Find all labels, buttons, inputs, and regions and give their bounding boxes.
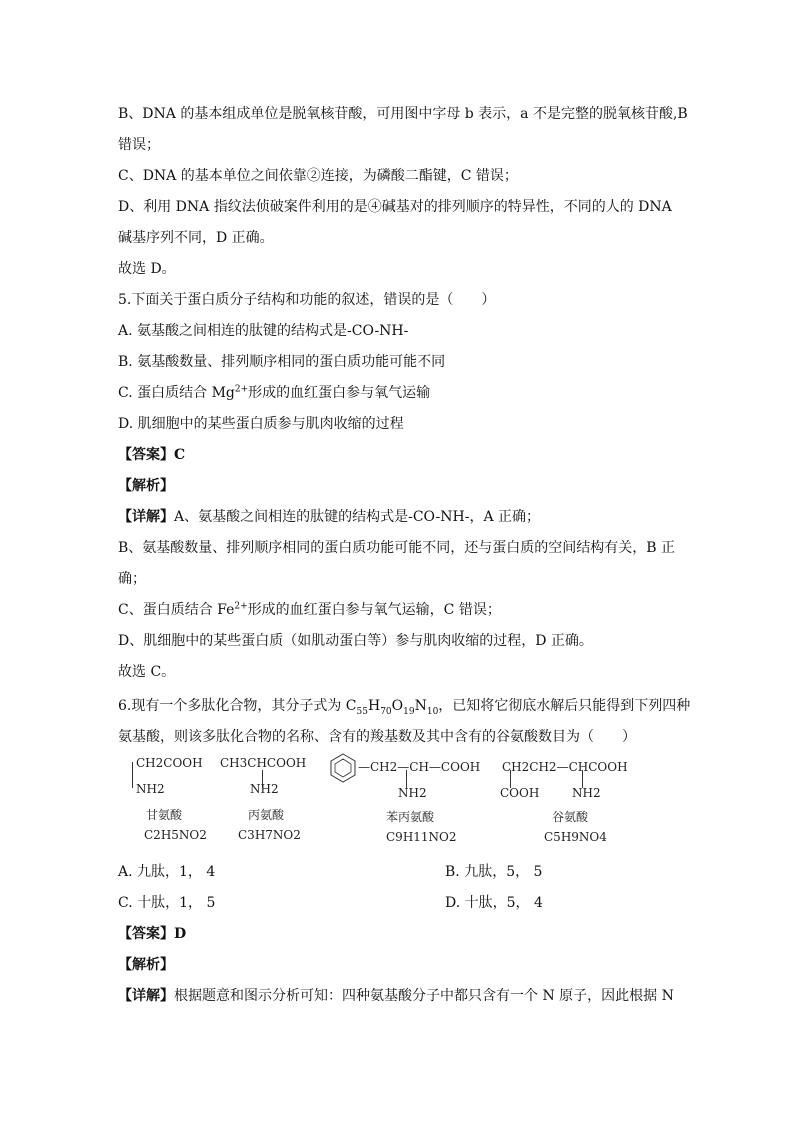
detail-text: 形成的血红蛋白参与氧气运输，C 错误；	[247, 602, 501, 618]
text-line: B、DNA 的基本组成单位是脱氧核苷酸，可用图中字母 b 表示，a 不是完整的脱氧核苷酸,B	[118, 106, 688, 122]
glutamic-acid-nh2: NH2	[572, 786, 601, 800]
analysis-label: 【解析】	[118, 478, 174, 494]
text-line: 错误；	[118, 137, 160, 153]
option-b: B. 九肽，5， 5	[445, 864, 543, 880]
text-line: 碱基序列不同，D 正确。	[118, 230, 274, 246]
bond-line	[132, 762, 133, 788]
text-line: D、利用 DNA 指纹法侦破案件利用的是④碱基对的排列顺序的特异性，不同的人的 DNA	[118, 199, 672, 215]
answer-label: 【答案】C	[118, 447, 186, 463]
analysis-label: 【解析】	[118, 957, 174, 973]
phenylalanine-nh2: NH2	[398, 786, 427, 800]
phenylalanine-top: —CH2—CH—COOH	[358, 760, 481, 774]
alanine-formula: C3H7NO2	[238, 828, 301, 842]
element-symbol: H	[367, 698, 381, 714]
detail-text: 根据题意和图示分析可知：四种氨基酸分子中都只含有一个 N 原子，因此根据 N	[174, 988, 674, 1004]
option-a: A. 氨基酸之间相连的肽键的结构式是-CO-NH-	[118, 323, 409, 339]
element-symbol: N	[414, 698, 427, 714]
option-c: C. 十肽，1， 5	[118, 895, 216, 911]
option-c-text: 形成的血红蛋白参与氧气运输	[248, 385, 431, 401]
subscript: 19	[403, 706, 415, 717]
detail-text: C、蛋白质结合 Fe	[118, 602, 235, 618]
superscript: 2+	[234, 601, 248, 612]
title-text: ，已知将它彻底水解后只能得到下列四种	[438, 698, 691, 714]
phenylalanine-name: 苯丙氨酸	[386, 810, 435, 824]
detail-line: D、肌细胞中的某些蛋白质（如肌动蛋白等）参与肌肉收缩的过程，D 正确。	[118, 633, 593, 649]
element-symbol: O	[391, 698, 404, 714]
benzene-ring-icon	[328, 752, 358, 784]
alanine-name: 丙氨酸	[248, 808, 285, 822]
option-c-text: C. 蛋白质结合 Mg	[118, 385, 235, 401]
question-title	[118, 696, 690, 716]
option-a: A. 九肽，1， 4	[118, 864, 216, 880]
glutamic-acid-cooh: COOH	[500, 786, 540, 800]
glycine-name: 甘氨酸	[146, 808, 183, 822]
detail-text: A、氨基酸之间相连的肽键的结构式是-CO-NH-，A 正确；	[174, 509, 541, 525]
question-title-line-2: 氨基酸，则该多肽化合物的名称、含有的羧基数及其中含有的谷氨酸数目为（ ）	[118, 729, 636, 745]
detail-line	[118, 507, 540, 527]
detail-label: 【详解】	[118, 988, 174, 1004]
subscript: 10	[426, 706, 439, 717]
option-d: D. 肌细胞中的某些蛋白质参与肌肉收缩的过程	[118, 416, 404, 432]
glutamic-acid-top: CH2CH2—CHCOOH	[502, 760, 628, 774]
detail-line: 确；	[118, 571, 146, 587]
answer-label: 【答案】D	[118, 926, 187, 942]
detail-line	[118, 986, 674, 1006]
question-title: 5.下面关于蛋白质分子结构和功能的叙述，错误的是（ ）	[118, 292, 496, 308]
glutamic-acid-name: 谷氨酸	[552, 810, 589, 824]
glycine-formula: C2H5NO2	[144, 828, 207, 842]
option-c	[118, 383, 430, 403]
option-b: B. 氨基酸数量、排列顺序相同的蛋白质功能可能不同	[118, 354, 446, 370]
title-text: 6.现有一个多肽化合物，其分子式为 C	[118, 698, 357, 714]
superscript: 2+	[234, 384, 249, 395]
detail-label: 【详解】	[118, 509, 174, 525]
amino-acid-figure	[118, 752, 638, 852]
text-line: 故选 D。	[118, 261, 176, 277]
alanine-nh2: NH2	[250, 782, 279, 796]
glycine-nh2: NH2	[136, 782, 165, 796]
glycine-top: CH2COOH	[136, 756, 203, 770]
text-line: C、DNA 的基本单位之间依靠②连接，为磷酸二酯键，C 错误；	[118, 168, 518, 184]
detail-line	[118, 600, 501, 620]
subscript: 70	[380, 706, 392, 717]
subscript: 55	[356, 706, 368, 717]
alanine-top: CH3CHCOOH	[220, 756, 307, 770]
detail-line: 故选 C。	[118, 664, 176, 680]
detail-line: B、氨基酸数量、排列顺序相同的蛋白质功能可能不同，还与蛋白质的空间结构有关，B 正	[118, 540, 676, 556]
glutamic-acid-formula: C5H9NO4	[544, 830, 607, 844]
option-d: D. 十肽，5， 4	[445, 895, 543, 911]
phenylalanine-formula: C9H11NO2	[386, 830, 457, 844]
